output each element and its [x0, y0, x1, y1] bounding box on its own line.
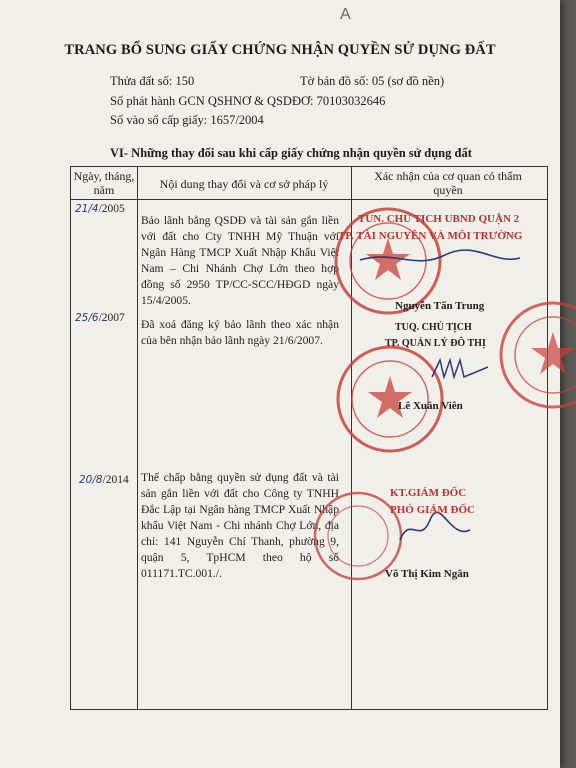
header-confirm: Xác nhận của cơ quan có thẩm quyền — [374, 169, 522, 197]
confirm-line: TP. TÀI NGUYÊN VÀ MÔI TRƯỜNG — [338, 230, 523, 242]
register-number: Số vào sổ cấp giấy: 1657/2004 — [110, 113, 264, 127]
column-divider — [137, 167, 138, 709]
handwritten-day: 25/6 — [75, 312, 99, 324]
signer-name: Nguyễn Tấn Trung — [395, 300, 485, 312]
map-sheet: Tờ bản đồ số: 05 (sơ đồ nền) — [300, 74, 445, 88]
header-content: Nội dung thay đổi và cơ sở pháp lý — [159, 177, 329, 191]
signature-3 — [395, 510, 475, 550]
signer-name: Lê Xuân Viên — [398, 400, 463, 412]
section-title: VI- Những thay đổi sau khi cấp giấy chứng nhận quyền sử dụng đất — [110, 146, 472, 160]
confirm-line: KT.GIÁM ĐỐC — [390, 487, 467, 499]
parcel-number: Thửa đất số: 150 — [110, 74, 195, 88]
row-date: 21/4/2005 — [75, 203, 125, 215]
row-content: Thế chấp bằng quyền sử dụng đất và tài sản gắn liền với đất cho Công ty TNHH Đắc Lập tại Ngân hàng TMCP Xuất Nhập khẩu Việt Nam - Chi nhánh Chợ Lớn, địa chỉ: 141 Nguyễn Chí Thanh, phường 9, quận 5, TpHCM theo hộ số 011171.TC.001./. — [141, 471, 339, 580]
signature-1 — [355, 240, 525, 280]
header-date: Ngày, tháng, năm — [73, 169, 135, 197]
row-content: Bảo lãnh bằng QSDĐ và tài sản gắn liền với đất cho Cty TNHH Mỹ Thuận với Ngân Hàng TMCP Xuất Nhập Khẩu Việt Nam – Chi Nhánh Chợ Lớn theo hợp đồng số 2950 TP/CC-SCC/HĐGD ngày 15/4/2005. — [141, 214, 339, 307]
row-date: 25/6/2007 — [75, 312, 125, 324]
header-divider — [71, 199, 547, 200]
signature-2 — [430, 355, 490, 385]
signer-name: Võ Thị Kim Ngân — [385, 568, 469, 580]
corner-mark: A — [340, 6, 351, 23]
confirm-line: TUQ. CHỦ TỊCH — [395, 322, 472, 333]
row-content: Đã xoá đăng ký bảo lãnh theo xác nhận của bên nhận bảo lãnh ngày 21/6/2007. — [141, 318, 339, 347]
handwritten-day: 20/8 — [79, 474, 103, 486]
confirm-line: TUN. CHỦ TỊCH UBND QUẬN 2 — [358, 213, 520, 225]
confirm-line: TP. QUẢN LÝ ĐÔ THỊ — [385, 338, 486, 349]
confirm-line: PHÓ GIÁM ĐỐC — [390, 504, 475, 516]
handwritten-day: 21/4 — [75, 203, 99, 215]
issue-number: Số phát hành GCN QSHNƠ & QSDĐƠ: 70103032646 — [110, 94, 386, 108]
row-date: 20/8/2014 — [79, 474, 129, 486]
document-title: TRANG BỔ SUNG GIẤY CHỨNG NHẬN QUYỀN SỬ DỤNG ĐẤT — [64, 42, 496, 58]
red-seal-stamp — [335, 344, 445, 454]
